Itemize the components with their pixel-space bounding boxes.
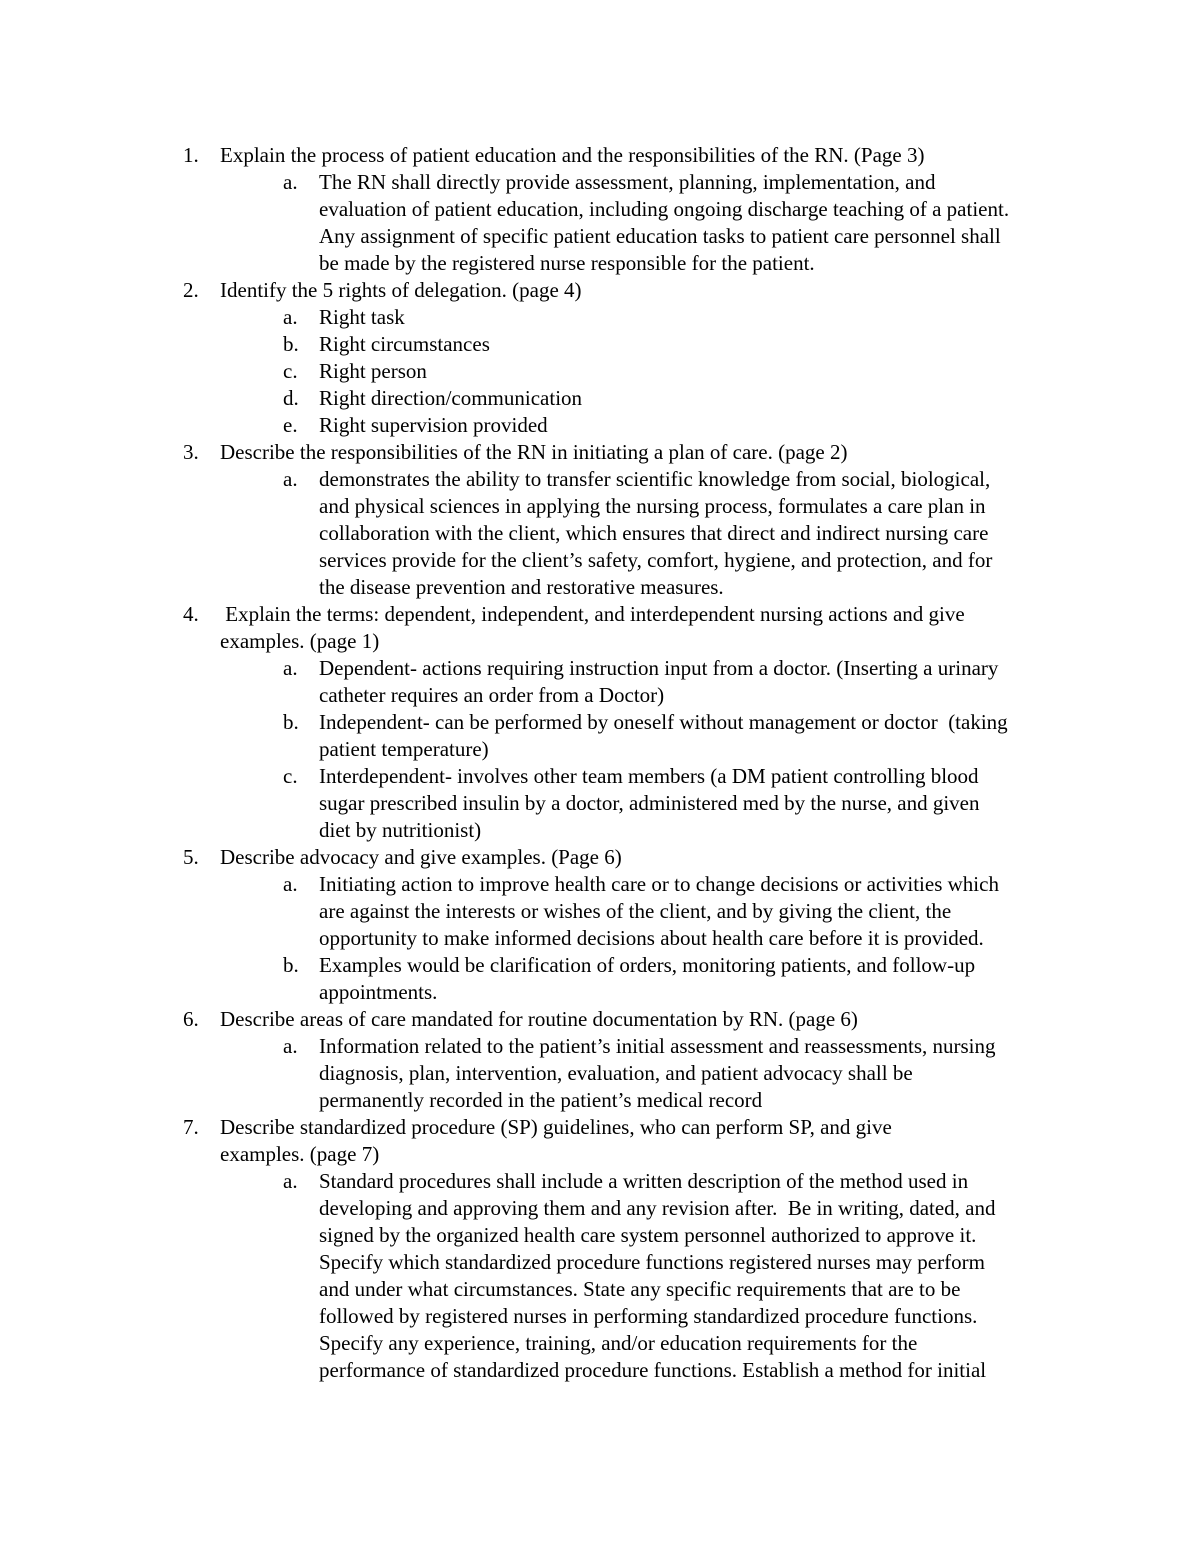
question-number: 2. <box>183 278 199 302</box>
answer-letter: a. <box>283 656 298 680</box>
answer-item <box>220 1168 1063 1384</box>
answer-letter: a. <box>283 467 298 491</box>
question-item <box>183 601 1063 844</box>
answer-letter: d. <box>283 386 299 410</box>
answer-list <box>220 1033 1063 1114</box>
answer-list <box>220 871 1063 1006</box>
answer-letter: e. <box>283 413 298 437</box>
answer-text: Standard procedures shall include a written description of the method used in developing and approving them and any revision after. Be in writing, dated, and signed by the organized health care system personnel authorized to approve it. Specify which standardized procedure functions registered nurses may perform and under what circumstances. State any specific requirements that are to be followed by registered nurses in performing standardized procedure functions. Specify any experience, training, and/or education requirements for the performance of standardized procedure functions. Establish a method for initial <box>319 1169 996 1382</box>
answer-text: demonstrates the ability to transfer scientific knowledge from social, biological, and physical sciences in applying the nursing process, formulates a care plan in collaboration with the client, which ensures that direct and indirect nursing care services provide for the client’s safety, comfort, hygiene, and protection, and for the disease prevention and restorative measures. <box>319 467 993 599</box>
answer-text: Independent- can be performed by oneself without management or doctor (taking patient temperature) <box>319 710 1008 761</box>
answer-list <box>220 655 1063 844</box>
answer-item <box>220 304 1063 331</box>
question-number: 1. <box>183 143 199 167</box>
question-number: 6. <box>183 1007 199 1031</box>
answer-text: Interdependent- involves other team members (a DM patient controlling blood sugar prescribed insulin by a doctor, administered med by the nurse, and given diet by nutritionist) <box>319 764 980 842</box>
answer-text: Dependent- actions requiring instruction input from a doctor. (Inserting a urinary catheter requires an order from a Doctor) <box>319 656 999 707</box>
question-item <box>183 439 1063 601</box>
answer-letter: c. <box>283 764 298 788</box>
answer-text: Initiating action to improve health care or to change decisions or activities which are against the interests or wishes of the client, and by giving the client, the opportunity to make informed decisions about health care before it is provided. <box>319 872 999 950</box>
answer-letter: a. <box>283 305 298 329</box>
answer-item <box>220 709 1063 763</box>
question-item <box>183 277 1063 439</box>
answer-text: Right circumstances <box>319 332 490 356</box>
question-text: Explain the terms: dependent, independent, and interdependent nursing actions and give examples. (page 1) <box>220 602 965 653</box>
answer-item <box>220 952 1063 1006</box>
answer-letter: a. <box>283 872 298 896</box>
answer-letter: a. <box>283 1034 298 1058</box>
answer-text: Right task <box>319 305 405 329</box>
answer-item <box>220 466 1063 601</box>
question-number: 4. <box>183 602 199 626</box>
question-item <box>183 844 1063 1006</box>
answer-text: The RN shall directly provide assessment, planning, implementation, and evaluation of patient education, including ongoing discharge teaching of a patient. Any assignment of specific patient education tasks to patient care personnel shall be made by the registered nurse responsible for the patient. <box>319 170 1010 275</box>
answer-text: Right supervision provided <box>319 413 548 437</box>
question-number: 7. <box>183 1115 199 1139</box>
question-text: Describe advocacy and give examples. (Page 6) <box>220 845 622 869</box>
answer-list <box>220 466 1063 601</box>
question-text: Explain the process of patient education and the responsibilities of the RN. (Page 3) <box>220 143 925 167</box>
answer-text: Examples would be clarification of orders, monitoring patients, and follow-up appointments. <box>319 953 976 1004</box>
answer-item <box>220 358 1063 385</box>
question-text: Identify the 5 rights of delegation. (page 4) <box>220 278 582 302</box>
answer-list <box>220 1168 1063 1384</box>
question-number: 3. <box>183 440 199 464</box>
answer-text: Right direction/communication <box>319 386 583 410</box>
answer-list <box>220 304 1063 439</box>
answer-letter: a. <box>283 1169 298 1193</box>
question-number: 5. <box>183 845 199 869</box>
answer-item <box>220 412 1063 439</box>
answer-letter: b. <box>283 953 299 977</box>
answer-item <box>220 763 1063 844</box>
question-item <box>183 142 1063 277</box>
answer-item <box>220 169 1063 277</box>
answer-letter: b. <box>283 332 299 356</box>
answer-item <box>220 331 1063 358</box>
answer-text: Information related to the patient’s initial assessment and reassessments, nursing diagnosis, plan, intervention, evaluation, and patient advocacy shall be permanently recorded in the patient’s medical record <box>319 1034 996 1112</box>
answer-letter: c. <box>283 359 298 383</box>
answer-letter: a. <box>283 170 298 194</box>
answer-item <box>220 385 1063 412</box>
answer-item <box>220 1033 1063 1114</box>
question-text: Describe the responsibilities of the RN in initiating a plan of care. (page 2) <box>220 440 848 464</box>
answer-text: Right person <box>319 359 427 383</box>
question-item <box>183 1114 1063 1384</box>
question-item <box>183 1006 1063 1114</box>
question-text: Describe standardized procedure (SP) guidelines, who can perform SP, and give examples. (page 7) <box>220 1115 892 1166</box>
question-text: Describe areas of care mandated for routine documentation by RN. (page 6) <box>220 1007 858 1031</box>
answer-list <box>220 169 1063 277</box>
answer-item <box>220 871 1063 952</box>
answer-item <box>220 655 1063 709</box>
answer-letter: b. <box>283 710 299 734</box>
question-list <box>183 142 1063 1384</box>
